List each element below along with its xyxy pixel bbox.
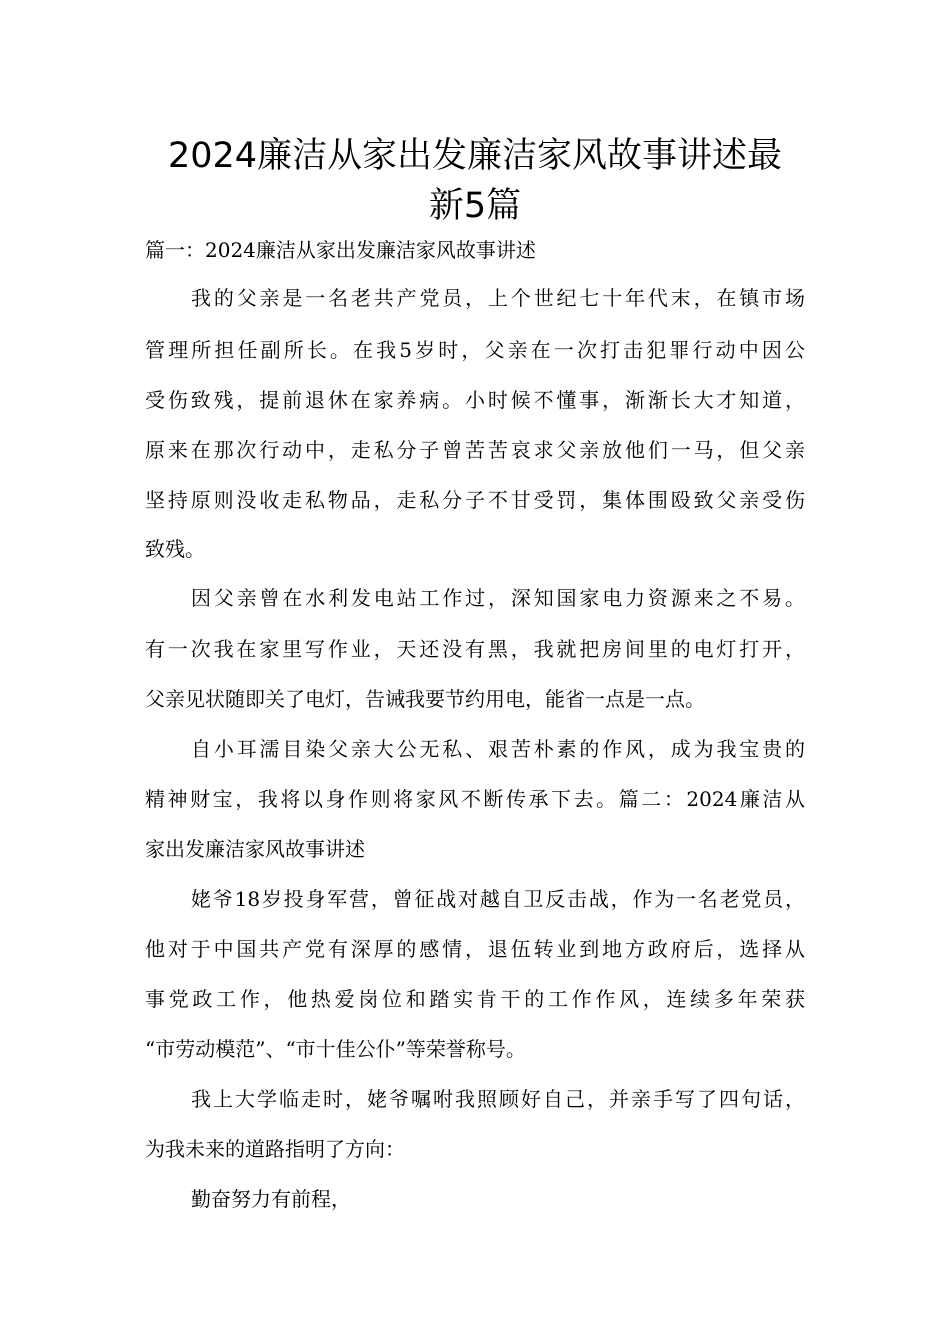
paragraph-line: 他对于中国共产党有深厚的感情，退伍转业到地方政府后，选择从 bbox=[145, 937, 805, 961]
paragraph-line: 精神财宝，我将以身作则将家风不断传承下去。篇二：2024廉洁从 bbox=[145, 787, 805, 811]
paragraph-line: 我上大学临走时，姥爷嘱咐我照顾好自己，并亲手写了四句话， bbox=[191, 1087, 805, 1111]
paragraph-line: 我的父亲是一名老共产党员，上个世纪七十年代末，在镇市场 bbox=[191, 286, 805, 310]
paragraph-line: 父亲见状随即关了电灯，告诫我要节约用电，能省一点是一点。 bbox=[145, 687, 705, 711]
paragraph-line: 致残。 bbox=[145, 537, 205, 561]
paragraph-line: 自小耳濡目染父亲大公无私、艰苦朴素的作风，成为我宝贵的 bbox=[191, 737, 805, 761]
paragraph-line: 因父亲曾在水利发电站工作过，深知国家电力资源来之不易。 bbox=[191, 586, 805, 610]
paragraph-line: 勤奋努力有前程， bbox=[191, 1187, 351, 1211]
paragraph-line: 原来在那次行动中，走私分子曾苦苦哀求父亲放他们一马，但父亲 bbox=[145, 438, 805, 462]
paragraph-line: 有一次我在家里写作业，天还没有黑，我就把房间里的电灯打开， bbox=[145, 637, 805, 661]
document-title-line-1: 2024廉洁从家出发廉洁家风故事讲述最 bbox=[167, 136, 783, 176]
paragraph-line: 管理所担任副所长。在我5岁时，父亲在一次打击犯罪行动中因公 bbox=[145, 338, 805, 362]
paragraph-line: 为我未来的道路指明了方向： bbox=[145, 1137, 405, 1161]
paragraph-line: 事党政工作，他热爱岗位和踏实肯干的工作作风，连续多年荣获 bbox=[145, 987, 805, 1011]
paragraph-line: 受伤致残，提前退休在家养病。小时候不懂事，渐渐长大才知道， bbox=[145, 388, 805, 412]
paragraph-line: 家出发廉洁家风故事讲述 bbox=[145, 837, 365, 861]
document-title-line-2: 新5篇 bbox=[428, 186, 522, 226]
paragraph-line: 坚持原则没收走私物品，走私分子不甘受罚，集体围殴致父亲受伤 bbox=[145, 488, 805, 512]
paragraph-line: 姥爷18岁投身军营，曾征战对越自卫反击战，作为一名老党员， bbox=[191, 887, 805, 911]
section-heading: 篇一：2024廉洁从家出发廉洁家风故事讲述 bbox=[145, 238, 536, 262]
paragraph-line: “市劳动模范”、“市十佳公仆”等荣誉称号。 bbox=[145, 1037, 526, 1061]
